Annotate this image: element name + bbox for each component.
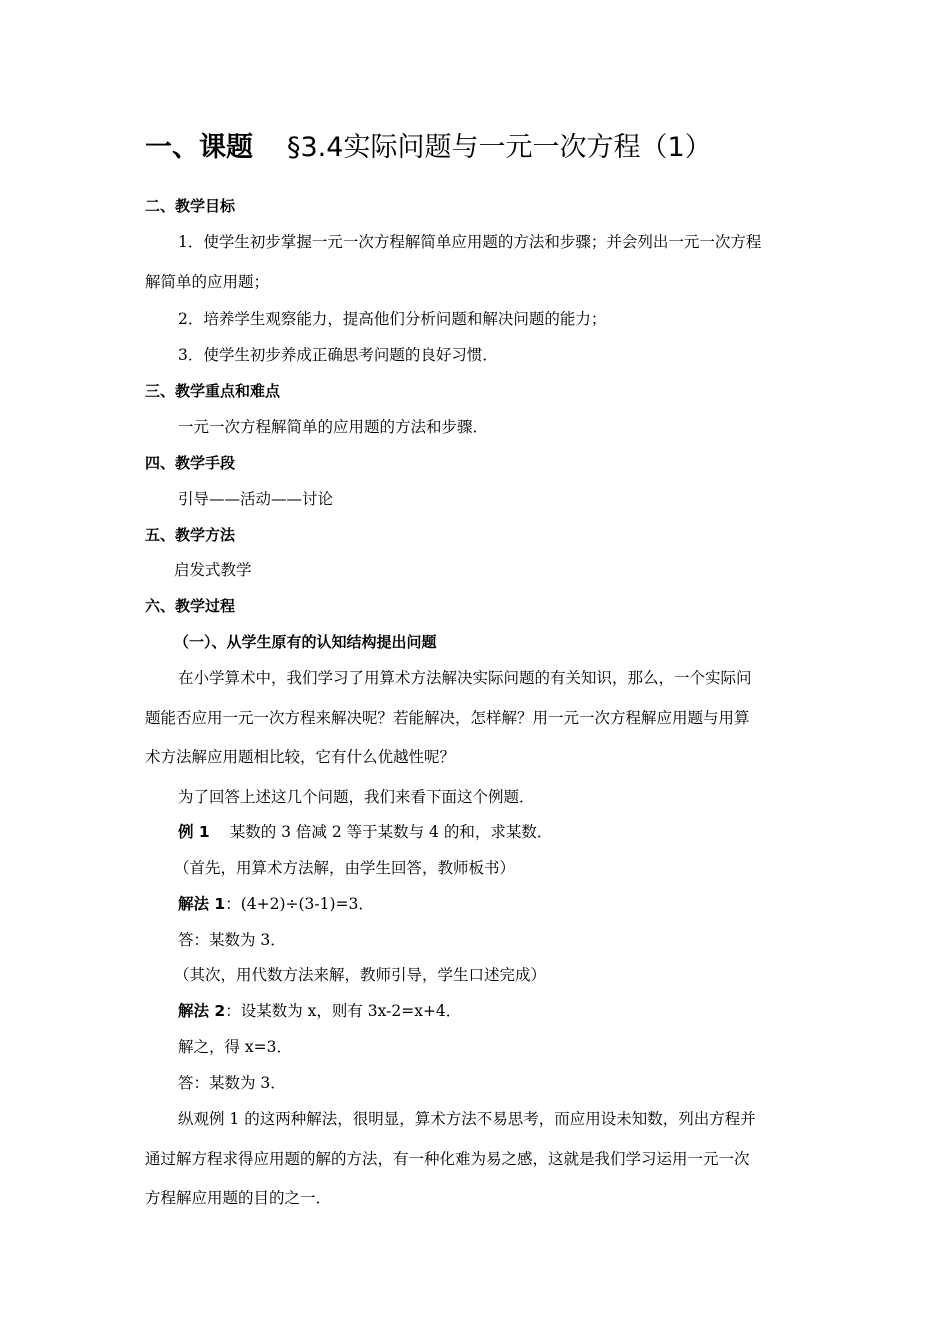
section-heading-objectives: 二、教学目标	[145, 197, 236, 215]
section-heading-process: 六、教学过程	[145, 597, 236, 615]
objective-2: 2．培养学生观察能力，提高他们分析问题和解决问题的能力；	[178, 310, 607, 328]
note-2: （其次，用代数方法来解，教师引导，学生口述完成）	[174, 966, 547, 984]
section-heading-means: 四、教学手段	[145, 454, 236, 472]
solution-2-step: 解之，得 x=3．	[178, 1038, 293, 1056]
section-heading-method: 五、教学方法	[145, 526, 236, 544]
key-points-text: 一元一次方程解简单的应用题的方法和步骤．	[178, 418, 489, 436]
solution-2-label: 解法 2	[178, 1002, 226, 1020]
paragraph-3-line3: 方程解应用题的目的之一．	[145, 1189, 332, 1207]
example-1	[178, 820, 552, 844]
solution-2	[178, 999, 461, 1023]
section-heading-key-points: 三、教学重点和难点	[145, 382, 281, 400]
paragraph-3-line1: 纵观例 1 的这两种解法，很明显，算术方法不易思考，而应用设未知数，列出方程并	[178, 1110, 756, 1128]
solution-2-text: ：设某数为 x，则有 3x-2=x+4．	[225, 1002, 462, 1020]
means-text: 引导——活动——讨论	[178, 490, 334, 508]
solution-1-text: ：(4+2)÷(3-1)=3．	[225, 895, 374, 913]
title-label: 一、课题	[145, 132, 253, 163]
note-1: （首先，用算术方法解，由学生回答，教师板书）	[174, 859, 516, 877]
paragraph-1-line3: 术方法解应用题相比较，它有什么优越性呢？	[145, 748, 456, 766]
example-label: 例 1	[178, 823, 210, 841]
example-text: 某数的 3 倍减 2 等于某数与 4 的和，求某数．	[229, 823, 553, 841]
paragraph-1-line1: 在小学算术中，我们学习了用算术方法解决实际问题的有关知识，那么，一个实际问	[178, 669, 752, 687]
objective-1-line2: 解简单的应用题；	[145, 273, 270, 291]
objective-3: 3．使学生初步养成正确思考问题的良好习惯．	[178, 346, 498, 364]
document-title	[145, 128, 712, 168]
paragraph-3-line2: 通过解方程求得应用题的解的方法，有一种化难为易之感，这就是我们学习运用一元一次	[145, 1150, 750, 1168]
solution-1	[178, 892, 374, 916]
objective-1-line1: 1．使学生初步掌握一元一次方程解简单应用题的方法和步骤；并会列出一元一次方程	[178, 233, 762, 251]
paragraph-2: 为了回答上述这几个问题，我们来看下面这个例题．	[178, 788, 535, 806]
solution-1-label: 解法 1	[178, 895, 226, 913]
method-text: 启发式教学	[174, 561, 252, 579]
title-topic: §3.4实际问题与一元一次方程（1）	[287, 132, 712, 163]
answer-1: 答：某数为 3．	[178, 931, 286, 949]
subsection-heading: （一）、从学生原有的认知结构提出问题	[174, 633, 437, 651]
paragraph-1-line2: 题能否应用一元一次方程来解决呢？若能解决，怎样解？用一元一次方程解应用题与用算	[145, 709, 750, 727]
answer-2: 答：某数为 3．	[178, 1074, 286, 1092]
